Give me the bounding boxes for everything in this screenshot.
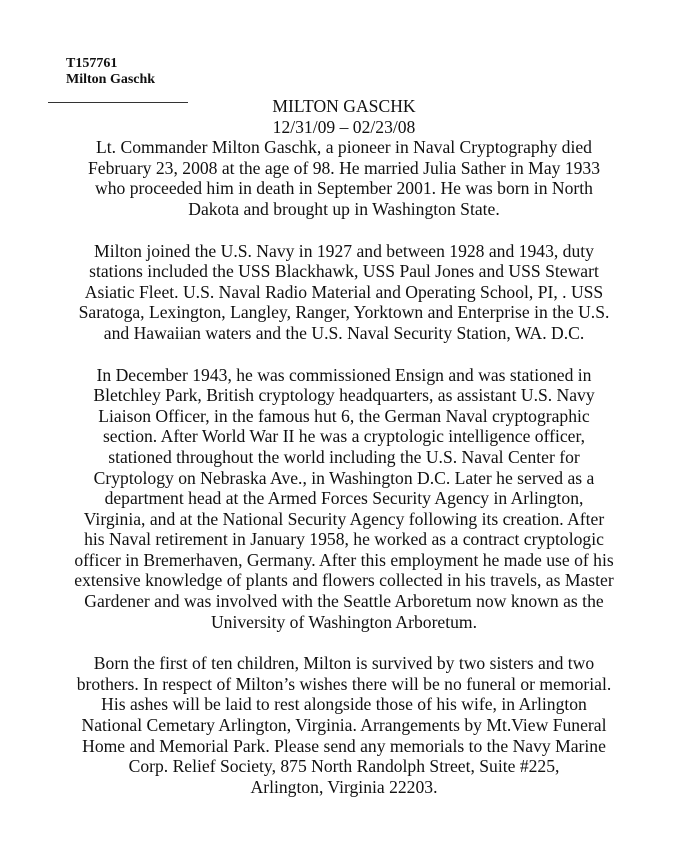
text-line: Lt. Commander Milton Gaschk, a pioneer in Naval Cryptography died [96, 137, 592, 158]
text-line: Saratoga, Lexington, Langley, Ranger, Yorktown and Enterprise in the U.S. [78, 302, 610, 323]
text-line: Asiatic Fleet. U.S. Naval Radio Material and Operating School, PI, . USS [84, 281, 604, 302]
text-line: stationed throughout the world including the U.S. Naval Center for [108, 446, 580, 467]
text-line: His ashes will be laid to rest alongside those of his wife, in Arlington [101, 694, 587, 715]
paragraph-gap [34, 344, 654, 365]
text-line: who proceeded him in death in September 2001. He was born in North [95, 178, 593, 199]
paragraph-gap [34, 632, 654, 653]
text-line: Arlington, Virginia 22203. [250, 776, 438, 797]
text-line: his Naval retirement in January 1958, he worked as a contract cryptologic [84, 529, 604, 550]
text-line: department head at the Armed Forces Security Agency in Arlington, [104, 488, 584, 509]
text-line: Bletchley Park, British cryptology headquarters, as assistant U.S. Navy [93, 385, 595, 406]
text-line: Gardener and was involved with the Seattle Arboretum now known as the [84, 591, 604, 612]
obituary-dates: 12/31/09 – 02/23/08 [272, 116, 416, 137]
text-line: Born the first of ten children, Milton is survived by two sisters and two [93, 653, 595, 674]
text-line: Cryptology on Nebraska Ave., in Washington D.C. Later he served as a [93, 467, 595, 488]
text-line: In December 1943, he was commissioned Ensign and was stationed in [96, 364, 592, 385]
document-header [66, 56, 155, 88]
text-line: extensive knowledge of plants and flowers collected in his travels, as Master [74, 570, 614, 591]
text-line: Virginia, and at the National Security Agency following its creation. After [83, 508, 605, 529]
text-line: officer in Bremerhaven, Germany. After this employment he made use of his [74, 549, 614, 570]
paragraph-1 [34, 137, 654, 219]
text-line: National Cemetary Arlington, Virginia. Arrangements by Mt.View Funeral [81, 715, 607, 736]
record-name: Milton Gaschk [66, 72, 156, 87]
obituary-title: MILTON GASCHK [272, 96, 416, 116]
paragraph-2 [34, 241, 654, 344]
text-line: February 23, 2008 at the age of 98. He married Julia Sather in May 1933 [87, 157, 601, 178]
paragraph-3 [34, 365, 654, 633]
text-line: Home and Memorial Park. Please send any memorials to the Navy Marine [82, 735, 606, 756]
text-line: Dakota and brought up in Washington State. [188, 198, 500, 219]
text-line: Liaison Officer, in the famous hut 6, the German Naval cryptographic [98, 405, 590, 426]
paragraph-gap [34, 220, 654, 241]
paragraph-4 [34, 653, 654, 797]
record-id: T157761 [66, 56, 118, 71]
obituary-body [34, 96, 654, 797]
text-line: section. After World War II he was a cryptologic intelligence officer, [102, 426, 586, 447]
text-line: Corp. Relief Society, 875 North Randolph Street, Suite #225, [128, 756, 560, 777]
text-line: brothers. In respect of Milton’s wishes there will be no funeral or memorial. [76, 673, 612, 694]
text-line: and Hawaiian waters and the U.S. Naval Security Station, WA. D.C. [103, 322, 585, 343]
text-line: Milton joined the U.S. Navy in 1927 and between 1928 and 1943, duty [94, 240, 594, 261]
text-line: University of Washington Arboretum. [210, 611, 478, 632]
text-line: stations included the USS Blackhawk, USS Paul Jones and USS Stewart [89, 261, 599, 282]
